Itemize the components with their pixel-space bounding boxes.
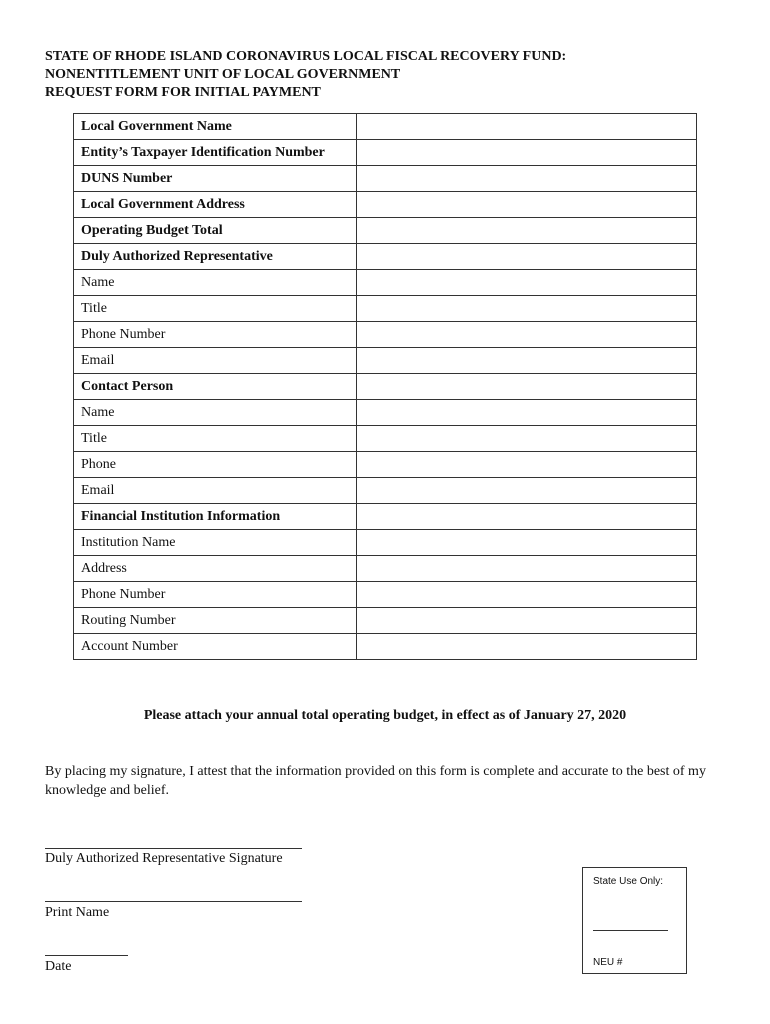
form-row-label: Account Number — [74, 634, 357, 660]
form-row-label: Name — [74, 270, 357, 296]
form-row — [74, 192, 697, 218]
form-row-value-field[interactable] — [357, 504, 697, 530]
form-row-value-field[interactable] — [357, 244, 697, 270]
form-row — [74, 374, 697, 400]
form-row — [74, 322, 697, 348]
form-row-label: Operating Budget Total — [74, 218, 357, 244]
attach-budget-note: Please attach your annual total operating budget, in effect as of January 27, 2020 — [143, 708, 627, 723]
form-row-value-field[interactable] — [357, 426, 697, 452]
form-row-label: Phone Number — [74, 322, 357, 348]
form-row — [74, 504, 697, 530]
date-line[interactable] — [45, 955, 128, 956]
date-label: Date — [45, 959, 72, 974]
title-line-1: STATE OF RHODE ISLAND CORONAVIRUS LOCAL FISCAL RECOVERY FUND: — [45, 49, 567, 64]
form-row — [74, 452, 697, 478]
form-row-label: Financial Institution Information — [74, 504, 357, 530]
form-row — [74, 348, 697, 374]
rep-signature-line[interactable] — [45, 848, 302, 849]
form-row-value-field[interactable] — [357, 452, 697, 478]
form-row — [74, 244, 697, 270]
title-line-3: REQUEST FORM FOR INITIAL PAYMENT — [45, 85, 321, 100]
form-row-value-field[interactable] — [357, 608, 697, 634]
form-row-label: Email — [74, 348, 357, 374]
rep-signature-label: Duly Authorized Representative Signature — [45, 851, 283, 866]
form-title — [45, 48, 566, 102]
form-row — [74, 608, 697, 634]
form-row-value-field[interactable] — [357, 374, 697, 400]
form-row — [74, 296, 697, 322]
form-row-value-field[interactable] — [357, 218, 697, 244]
form-row-value-field[interactable] — [357, 400, 697, 426]
form-row — [74, 634, 697, 660]
form-row — [74, 478, 697, 504]
form-row — [74, 530, 697, 556]
form-row-value-field[interactable] — [357, 166, 697, 192]
form-row-label: DUNS Number — [74, 166, 357, 192]
form-row-label: Name — [74, 400, 357, 426]
neu-label: NEU # — [593, 957, 623, 968]
form-row-label: Institution Name — [74, 530, 357, 556]
form-row — [74, 400, 697, 426]
form-row — [74, 270, 697, 296]
form-row-label: Address — [74, 556, 357, 582]
form-row — [74, 114, 697, 140]
form-row — [74, 166, 697, 192]
form-row-value-field[interactable] — [357, 582, 697, 608]
form-row-value-field[interactable] — [357, 348, 697, 374]
request-form-table — [73, 113, 697, 660]
form-row-label: Title — [74, 296, 357, 322]
form-row — [74, 140, 697, 166]
print-name-label: Print Name — [45, 905, 110, 920]
state-use-only-box — [582, 867, 687, 974]
form-row-value-field[interactable] — [357, 634, 697, 660]
form-row-label: Local Government Address — [74, 192, 357, 218]
form-row-value-field[interactable] — [357, 556, 697, 582]
form-row-label: Contact Person — [74, 374, 357, 400]
form-row — [74, 556, 697, 582]
form-row-value-field[interactable] — [357, 114, 697, 140]
title-line-2: NONENTITLEMENT UNIT OF LOCAL GOVERNMENT — [45, 67, 401, 82]
form-row-label: Routing Number — [74, 608, 357, 634]
neu-number-line — [593, 930, 668, 931]
form-row — [74, 426, 697, 452]
form-row — [74, 582, 697, 608]
state-use-heading: State Use Only: — [593, 876, 664, 887]
attestation-text: By placing my signature, I attest that the information provided on this form is complete and accurate to the best of my knowledge and belief. — [45, 764, 706, 798]
form-row-label: Phone Number — [74, 582, 357, 608]
form-row-value-field[interactable] — [357, 192, 697, 218]
form-row-value-field[interactable] — [357, 478, 697, 504]
form-row-label: Title — [74, 426, 357, 452]
form-row-value-field[interactable] — [357, 270, 697, 296]
form-row-label: Phone — [74, 452, 357, 478]
form-row-label: Duly Authorized Representative — [74, 244, 357, 270]
form-row-value-field[interactable] — [357, 530, 697, 556]
form-row-value-field[interactable] — [357, 140, 697, 166]
form-row-value-field[interactable] — [357, 296, 697, 322]
form-row-label: Entity’s Taxpayer Identification Number — [74, 140, 357, 166]
form-row-label: Email — [74, 478, 357, 504]
form-row — [74, 218, 697, 244]
form-row-value-field[interactable] — [357, 322, 697, 348]
print-name-line[interactable] — [45, 901, 302, 902]
form-row-label: Local Government Name — [74, 114, 357, 140]
